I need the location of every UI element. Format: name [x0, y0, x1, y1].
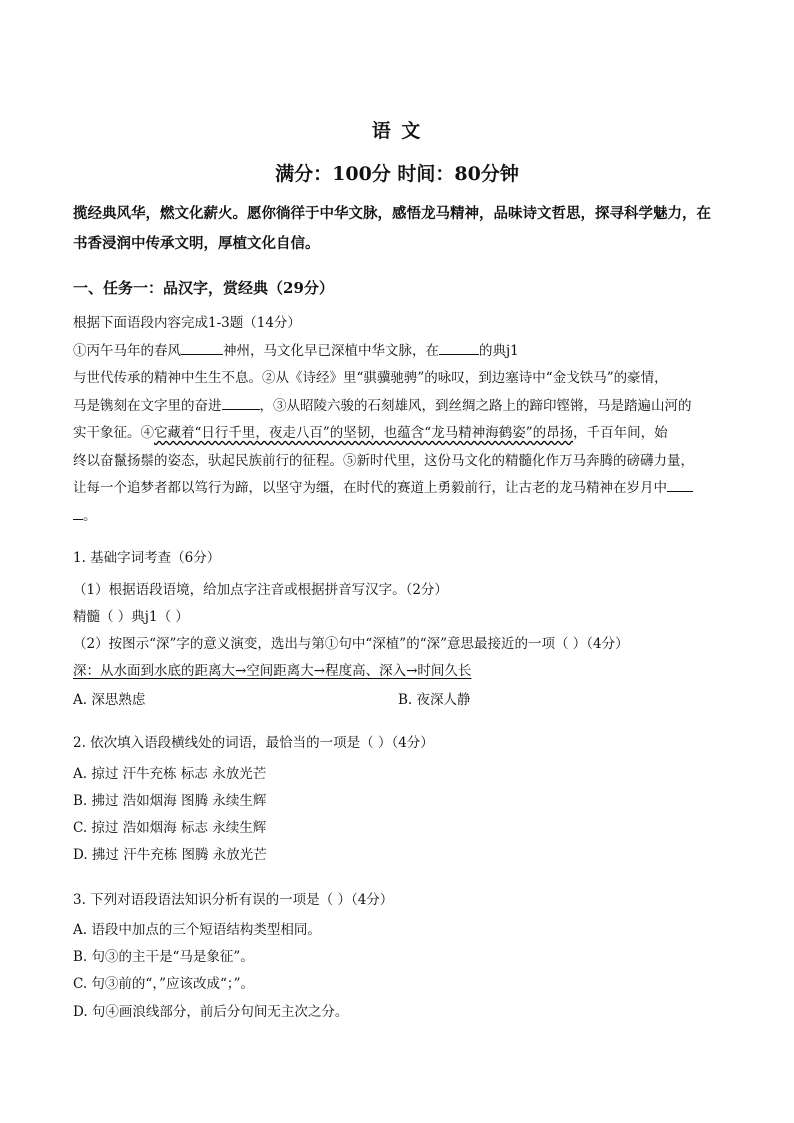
- q3-title: 3. 下列对语段语法知识分析有误的一项是（ ）（4分）: [73, 892, 394, 908]
- q2-option-a[interactable]: A. 掠过 汗牛充栋 标志 永放光芒: [73, 766, 267, 782]
- wavy-underlined-sentence: 它藏着“日行千里，夜走八百”的坚韧，也蕴含“龙马精神海鹤姿”的昂扬: [154, 425, 574, 441]
- fill-blank-2[interactable]: [439, 340, 479, 355]
- q3-option-d[interactable]: D. 句④画浪线部分，前后分句间无主次之分。: [73, 1004, 349, 1020]
- score-time-subtitle: 满分：100分 时间：80分钟: [275, 163, 519, 185]
- page-title: 语 文: [371, 120, 423, 142]
- q1-sub2: （2）按图示“深”字的意义演变，选出与第①句中“深植”的“深”意思最接近的一项（ ）（4分）: [73, 636, 629, 652]
- q3-option-a[interactable]: A. 语段中加点的三个短语结构类型相同。: [73, 922, 321, 938]
- passage-line-2: 与世代传承的精神中生生不息。②从《诗经》里“骐骥驰骋”的咏叹，到边塞诗中“金戈铁马”的豪情，: [73, 370, 668, 386]
- fill-blank-4-cont: [73, 505, 83, 520]
- section-heading: 一、任务一：品汉字，赏经典（29分）: [73, 279, 334, 297]
- fill-blank-3[interactable]: [222, 395, 260, 410]
- q1-title: 1. 基础字词考查（6分）: [73, 550, 221, 566]
- q1-sub1-answer[interactable]: 精髓（ ）典j1（ ）: [73, 609, 189, 625]
- fill-blank-1[interactable]: [181, 340, 223, 355]
- instruction-line: 根据下面语段内容完成1-3题（14分）: [73, 315, 301, 331]
- q3-option-c[interactable]: C. 句③前的“，”应该改成“；”。: [73, 976, 255, 992]
- q1-option-b[interactable]: B. 夜深人静: [398, 692, 471, 708]
- passage-line-4: 实干象征。④它藏着“日行千里，夜走八百”的坚韧，也蕴含“龙马精神海鹤姿”的昂扬，千百年间，始: [73, 425, 668, 441]
- passage-line-3: 马是镌刻在文字里的奋进 ，③从昭陵六骏的石刻雄风，到丝绸之路上的蹄印铿锵，马是踏遍山河的: [73, 393, 723, 421]
- q3-option-b[interactable]: B. 句③的主干是“马是象征”。: [73, 949, 254, 965]
- q2-option-c[interactable]: C. 掠过 浩如烟海 标志 永续生辉: [73, 820, 267, 836]
- reading-passage: [73, 310, 723, 530]
- meaning-evolution-diagram: 深：从水面到水底的距离大→空间距离大→程度高、深入→时间久长: [73, 663, 472, 679]
- q1-sub1: （1）根据语段语境，给加点字注音或根据拼音写汉字。（2分）: [73, 582, 448, 598]
- passage-line-6: 让每一个追梦者都以笃行为蹄，以坚守为缰，在时代的赛道上勇毅前行，让古老的龙马精神在岁月中: [73, 475, 723, 503]
- intro-paragraph: 揽经典风华，燃文化薪火。愿你徜徉于中华文脉，感悟龙马精神，品味诗文哲思，探寻科学魅力，在书香浸润中传承文明，厚植文化自信。: [73, 205, 711, 252]
- fill-blank-4[interactable]: [667, 477, 693, 492]
- q2-option-b[interactable]: B. 拂过 浩如烟海 图腾 永续生辉: [73, 793, 267, 809]
- passage-line-1: ①丙午马年的春风 神州，马文化早已深植中华文脉，在 的典j1: [73, 338, 723, 366]
- q1-option-a[interactable]: A. 深思熟虑: [73, 692, 146, 708]
- q2-option-d[interactable]: D. 拂过 汗牛充栋 图腾 永放光芒: [73, 847, 267, 863]
- passage-line-7: 。: [73, 503, 723, 531]
- q2-title: 2. 依次填入语段横线处的词语，最恰当的一项是（ ）（4分）: [73, 735, 434, 751]
- passage-line-5: 终以奋鬣扬鬃的姿态，驮起民族前行的征程。⑤新时代里，这份马文化的精髓化作万马奔腾的磅礴力量，: [73, 452, 694, 469]
